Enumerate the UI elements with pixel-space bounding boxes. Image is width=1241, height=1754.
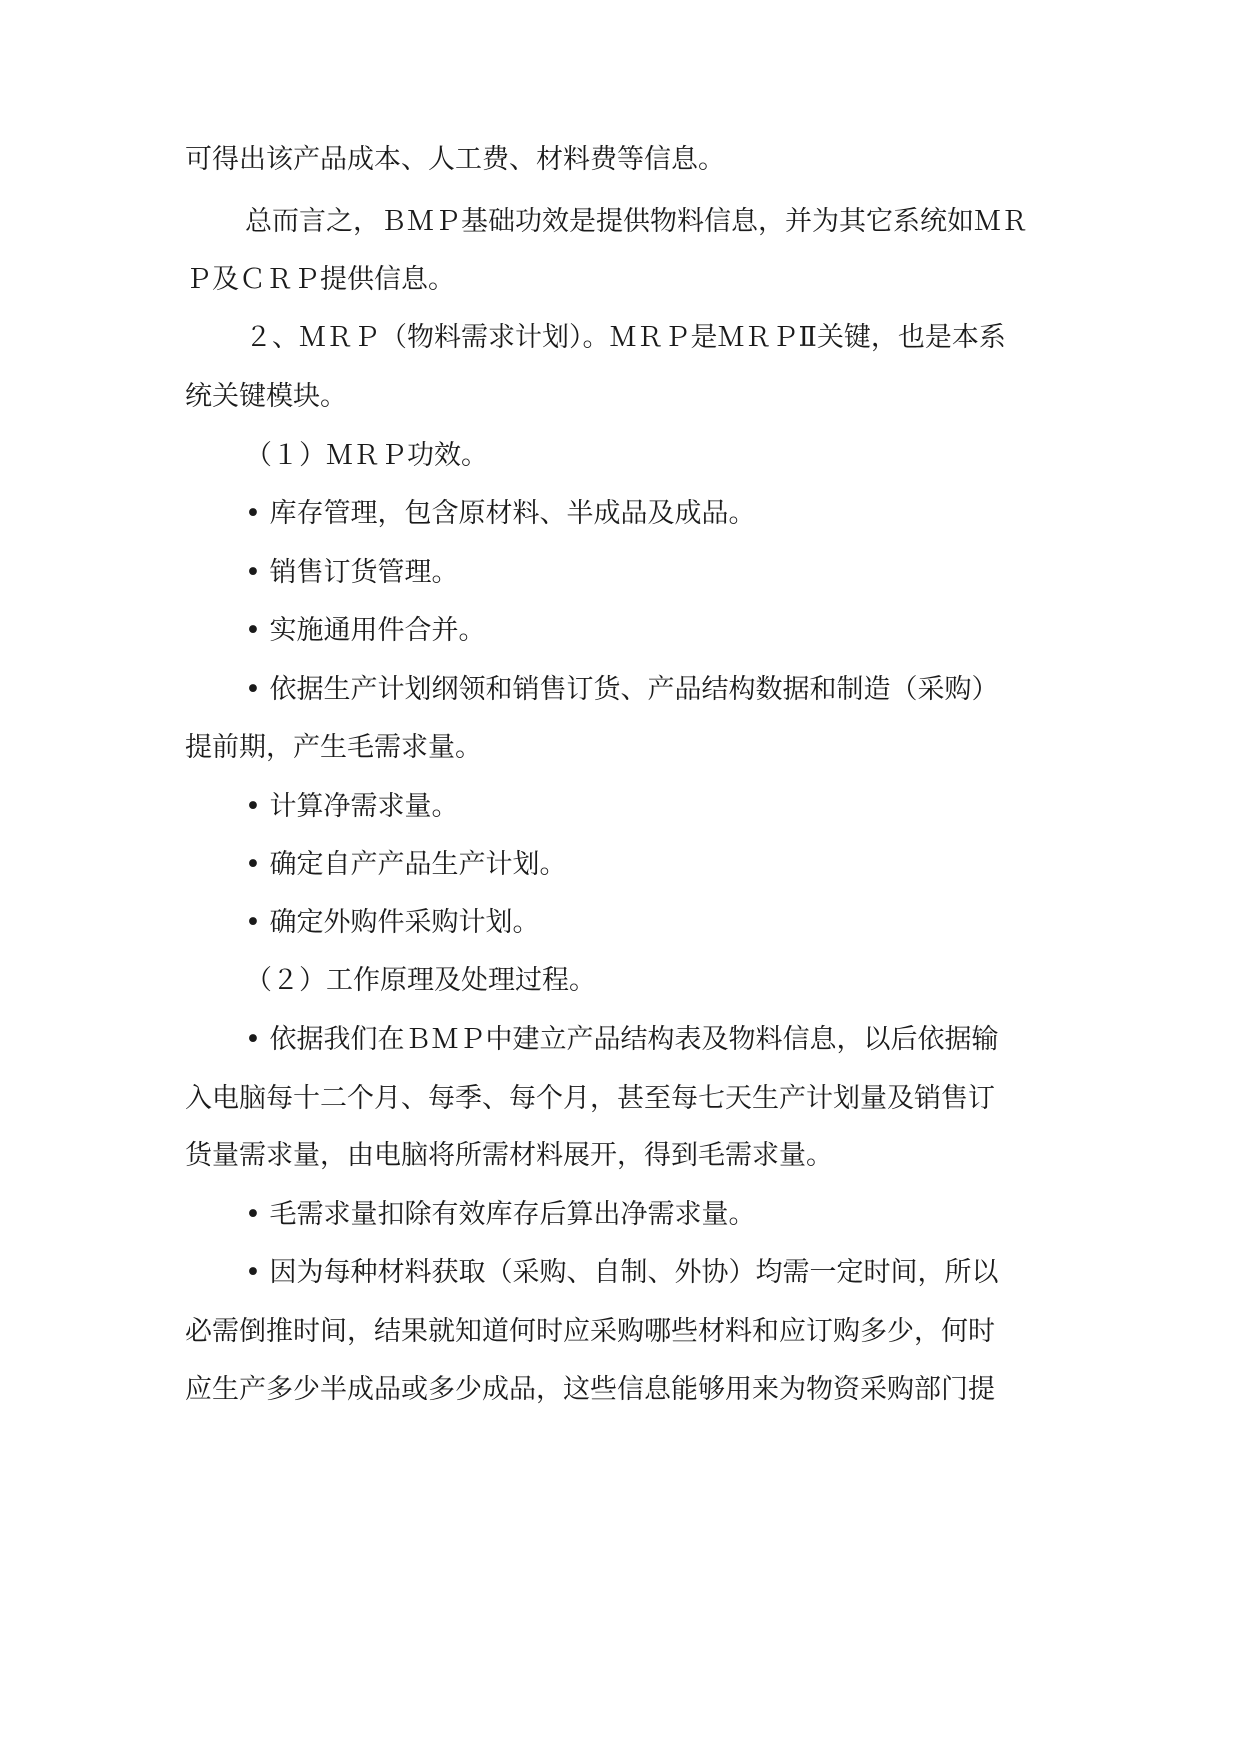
text-line-12: • 计算净需求量。 <box>245 791 459 822</box>
text-line-11: 提前期，产生毛需求量。 <box>185 732 482 763</box>
text-line-4: ２、ＭＲＰ（物料需求计划）。ＭＲＰ是ＭＲＰⅡ关键，也是本系 <box>245 322 1006 353</box>
text-line-6: （１）ＭＲＰ功效。 <box>245 440 488 471</box>
text-line-13: • 确定自产产品生产计划。 <box>245 849 567 880</box>
text-line-20: • 因为每种材料获取（采购、自制、外协）均需一定时间，所以 <box>245 1257 999 1288</box>
text-line-16: • 依据我们在ＢＭＰ中建立产品结构表及物料信息，以后依据输 <box>245 1024 999 1055</box>
text-line-1: 可得出该产品成本、人工费、材料费等信息。 <box>185 144 725 175</box>
text-line-21: 必需倒推时间，结果就知道何时应采购哪些材料和应订购多少，何时 <box>185 1316 995 1347</box>
text-line-3: Ｐ及ＣＲＰ提供信息。 <box>185 264 455 295</box>
text-line-18: 货量需求量，由电脑将所需材料展开，得到毛需求量。 <box>185 1140 833 1171</box>
text-line-22: 应生产多少半成品或多少成品，这些信息能够用来为物资采购部门提 <box>185 1374 995 1405</box>
text-line-7: • 库存管理，包含原材料、半成品及成品。 <box>245 498 756 529</box>
text-line-5: 统关键模块。 <box>185 381 347 412</box>
text-line-19: • 毛需求量扣除有效库存后算出净需求量。 <box>245 1199 756 1230</box>
text-line-15: （２）工作原理及处理过程。 <box>245 965 596 996</box>
text-line-9: • 实施通用件合并。 <box>245 615 486 646</box>
text-line-17: 入电脑每十二个月、每季、每个月，甚至每七天生产计划量及销售订 <box>185 1083 995 1114</box>
text-line-10: • 依据生产计划纲领和销售订货、产品结构数据和制造（采购） <box>245 674 999 705</box>
text-line-14: • 确定外购件采购计划。 <box>245 907 540 938</box>
text-line-8: • 销售订货管理。 <box>245 557 459 588</box>
text-line-2: 总而言之，ＢＭＰ基础功效是提供物料信息，并为其它系统如ＭＲ <box>245 206 1028 237</box>
